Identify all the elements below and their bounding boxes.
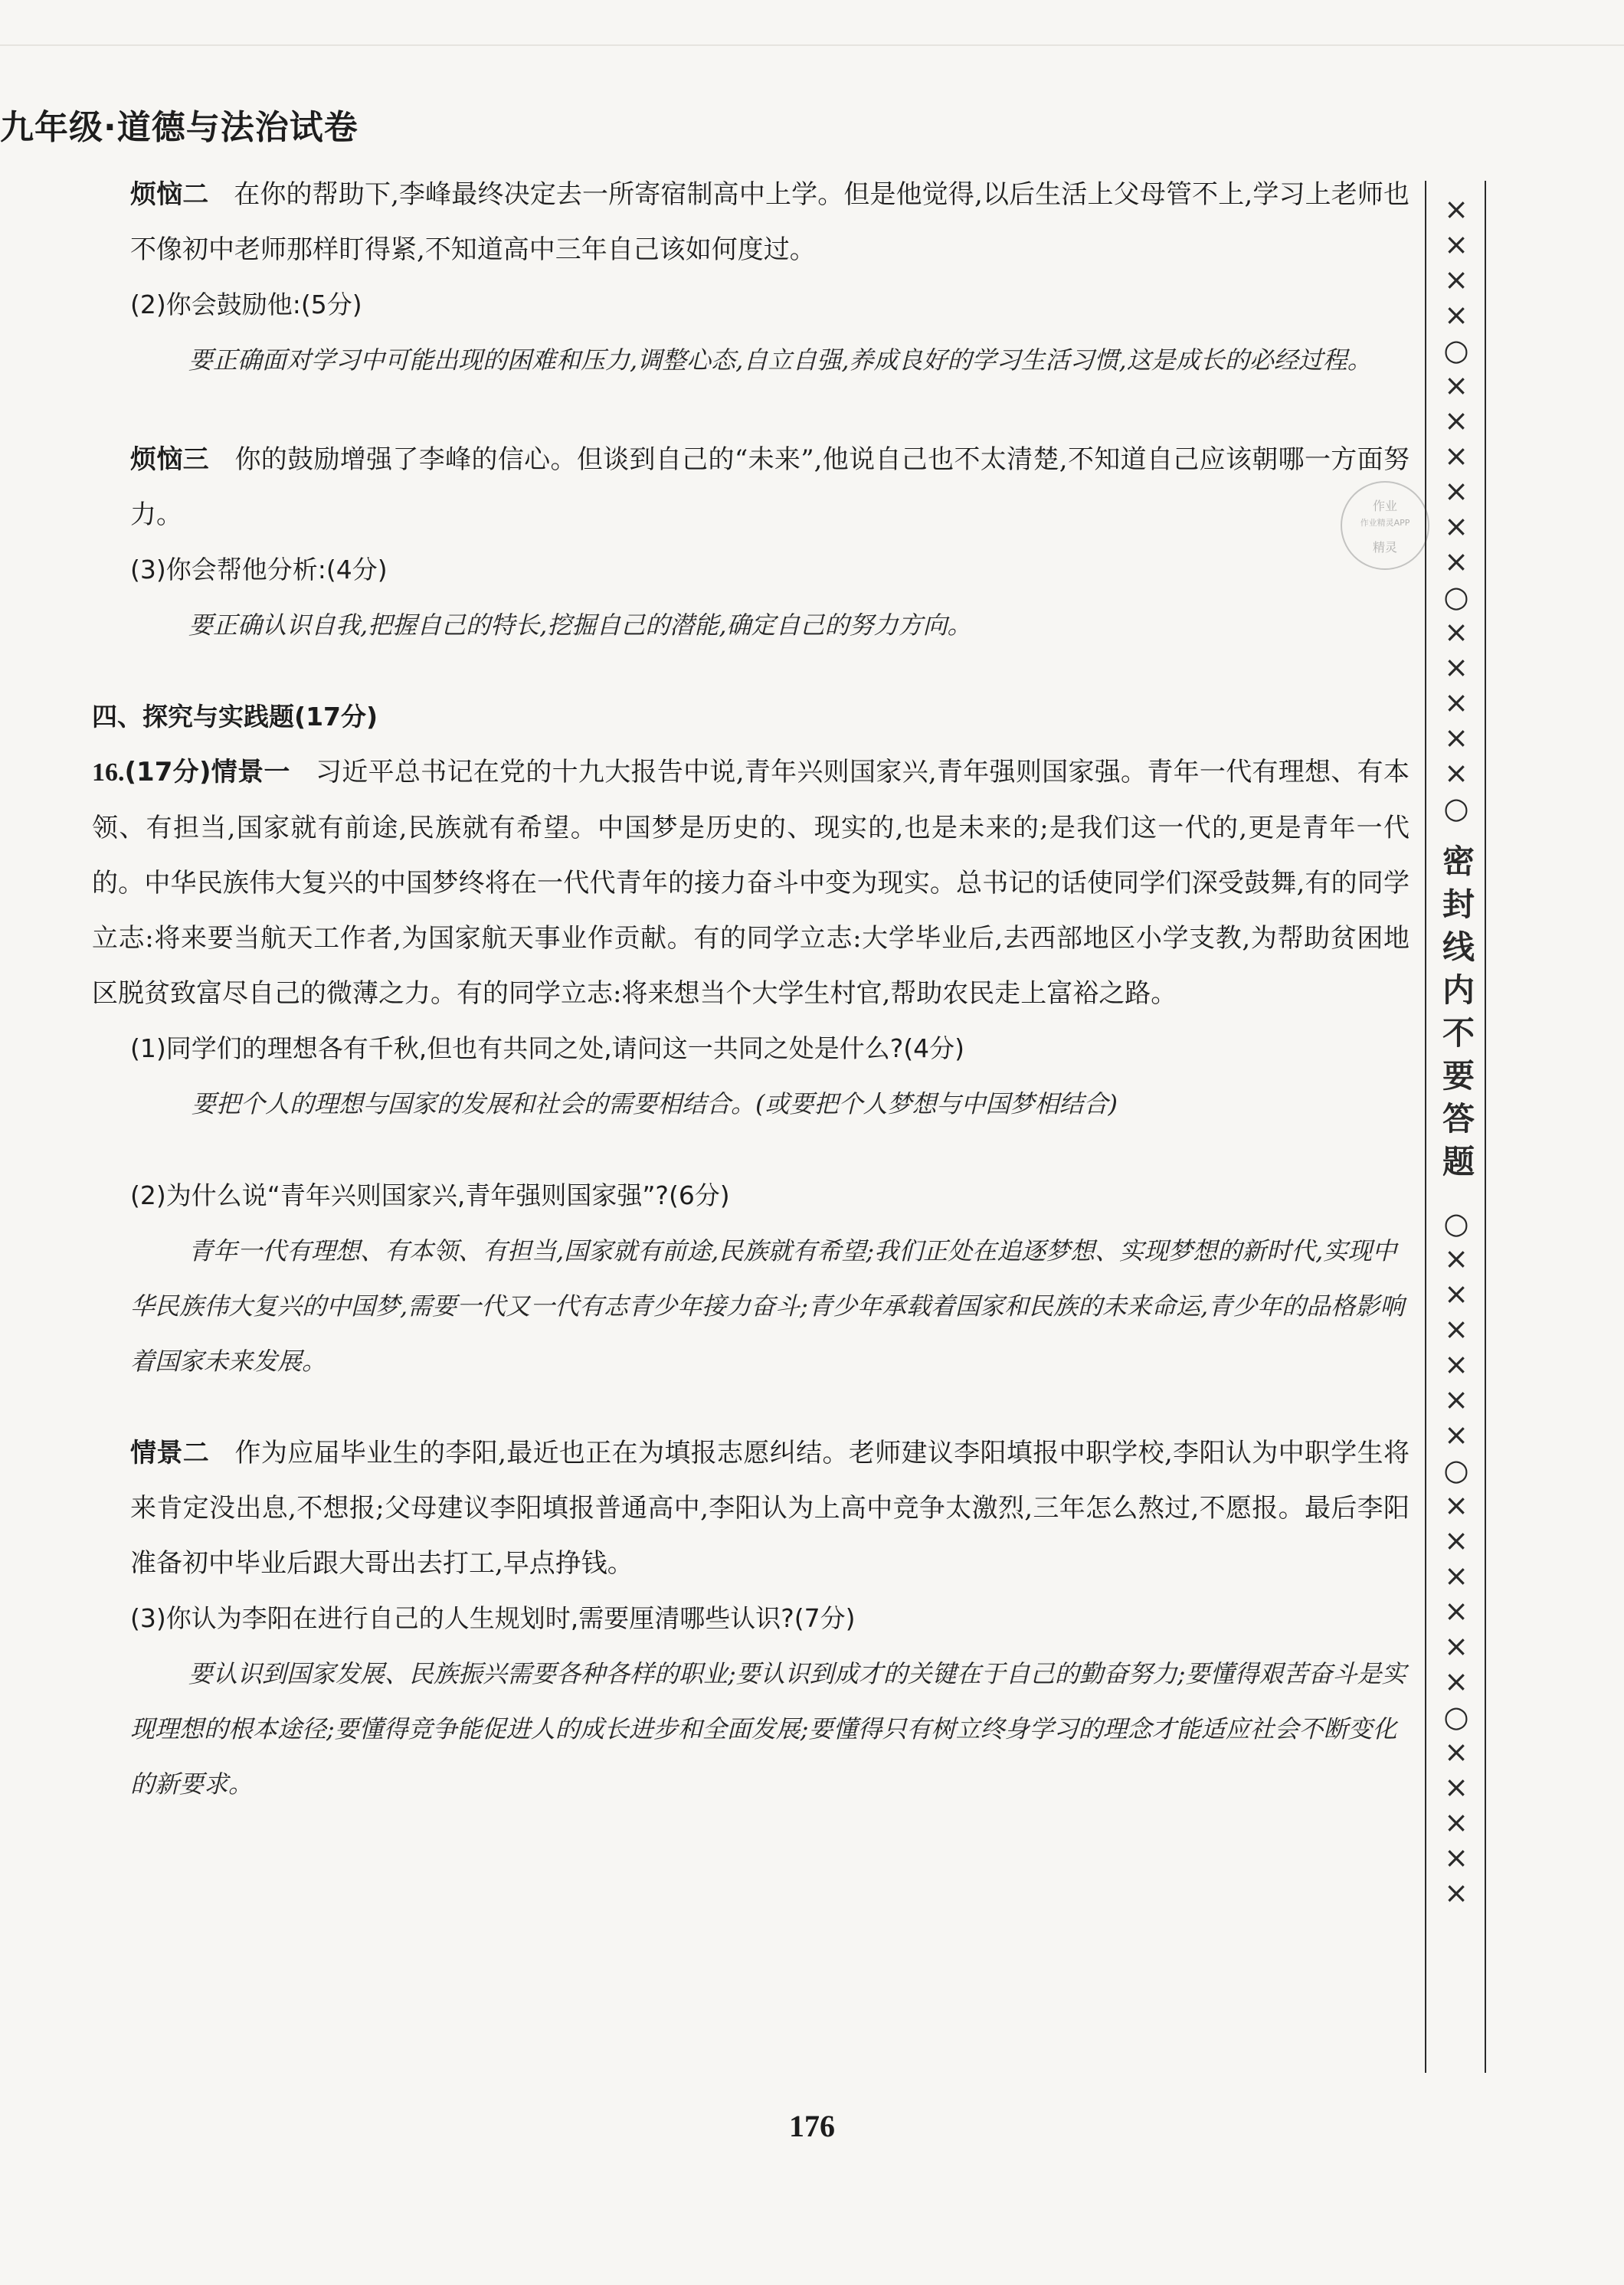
sub-question-3: (3)你认为李阳在进行自己的人生规划时,需要厘清哪些认识?(7分) — [130, 1603, 856, 1633]
seal-cross-icon: × — [1444, 439, 1468, 473]
seal-cross-icon: × — [1444, 1770, 1468, 1804]
seal-cross-icon: × — [1444, 263, 1468, 296]
page-top-rule — [0, 44, 1624, 46]
scene-2-text: 作为应届毕业生的李阳,最近也正在为填报志愿纠结。老师建议李阳填报中职学校,李阳认为中职学生将来肯定没出息,不想报;父母建议李阳填报普通高中,李阳认为上高中竞争太激烈,三年怎么熬过,不愿报。最后李阳准备初中毕业后跟大哥出去打工,早点挣钱。 — [130, 1438, 1410, 1579]
seal-cross-icon: × — [1444, 1665, 1468, 1698]
page-number: 176 — [789, 2109, 835, 2143]
seal-cross-icon: × — [1444, 404, 1468, 437]
sub-answer-3[interactable]: 要认识到国家发展、民族振兴需要各种各样的职业;要认识到成才的关键在于自己的勤奋努力;要懂得艰苦奋斗是实现理想的根本途径;要懂得竞争能促进人的成长进步和全面发展;要懂得只有树立终身学习的理念才能适应社会不断变化的新要求。 — [130, 1659, 1406, 1799]
trouble-2-question: (2)你会鼓励他:(5分) — [130, 290, 362, 319]
seal-cross-icon: × — [1444, 1242, 1468, 1275]
section-4-title: 四、探究与实践题(17分) — [92, 702, 378, 732]
seal-cross-icon: × — [1444, 1841, 1468, 1874]
seal-cross-icon: × — [1444, 615, 1468, 649]
seal-circle-icon: ○ — [1443, 1700, 1469, 1733]
seal-margin — [1431, 192, 1482, 1910]
seal-cross-icon: × — [1444, 368, 1468, 402]
trouble-2 — [92, 167, 1410, 388]
seal-cross-icon: × — [1444, 1418, 1468, 1452]
seal-circle-icon: ○ — [1443, 1453, 1469, 1487]
seal-cross-icon: × — [1444, 1277, 1468, 1311]
trouble-3-text: 你的鼓励增强了李峰的信心。但谈到自己的“未来”,他说自己也不太清楚,不知道自己应该朝哪一方面努力。 — [130, 444, 1410, 530]
trouble-2-text: 在你的帮助下,李峰最终决定去一所寄宿制高中上学。但是他觉得,以后生活上父母管不上,学习上老师也不像初中老师那样盯得紧,不知道高中三年自己该如何度过。 — [130, 179, 1410, 265]
page-title: 九年级·道德与法治试卷 — [0, 108, 359, 147]
seal-cross-icon: × — [1444, 1559, 1468, 1593]
seal-cross-icon: × — [1444, 756, 1468, 790]
trouble-3-answer[interactable]: 要正确认识自我,把握自己的特长,挖掘自己的潜能,确定自己的努力方向。 — [188, 611, 972, 640]
scene-1-label: 情景一 — [211, 757, 290, 787]
trouble-2-answer[interactable]: 要正确面对学习中可能出现的困难和压力,调整心态,自立自强,养成良好的学习生活习惯,这是成长的必经过程。 — [188, 345, 1372, 375]
seal-cross-icon: × — [1444, 1488, 1468, 1522]
watermark-stamp-icon: 作业 作业精灵APP 精灵 — [1341, 481, 1429, 570]
sub-answer-2[interactable]: 青年一代有理想、有本领、有担当,国家就有前途,民族就有希望;我们正处在追逐梦想、实现梦想的新时代,实现中华民族伟大复兴的中国梦,需要一代又一代有志青少年接力奋斗;青少年承载着国家和民族的未来命运,青少年的品格影响着国家未来发展。 — [130, 1236, 1405, 1376]
seal-cross-icon: × — [1444, 474, 1468, 508]
seal-cross-icon: × — [1444, 721, 1468, 755]
seal-cross-icon: × — [1444, 192, 1468, 226]
seal-cross-icon: × — [1444, 298, 1468, 332]
sub-question-2: (2)为什么说“青年兴则国家兴,青年强则国家强”?(6分) — [130, 1180, 730, 1210]
seal-cross-icon: × — [1444, 545, 1468, 578]
seal-cross-icon: × — [1444, 1629, 1468, 1663]
sub-question-1: (1)同学们的理想各有千秋,但也有共同之处,请问这一共同之处是什么?(4分) — [130, 1033, 964, 1063]
seal-cross-icon: × — [1444, 509, 1468, 543]
seal-notice: 密封线内不要答题 — [1438, 844, 1475, 1187]
question-points: (17分) — [124, 757, 211, 787]
seal-marks-bottom — [1431, 1206, 1482, 1910]
seal-cross-icon: × — [1444, 1594, 1468, 1628]
seal-circle-icon: ○ — [1443, 1206, 1469, 1240]
seal-circle-icon: ○ — [1443, 333, 1469, 367]
sub-answer-1[interactable]: 要把个人的理想与国家的发展和社会的需要相结合。(或要把个人梦想与中国梦相结合) — [192, 1089, 1118, 1118]
trouble-3-question: (3)你会帮他分析:(4分) — [130, 555, 388, 584]
binding-line-left — [1425, 181, 1426, 2073]
seal-circle-icon: ○ — [1443, 580, 1469, 614]
seal-cross-icon: × — [1444, 228, 1468, 261]
trouble-3 — [92, 432, 1410, 653]
scene-1-text: 习近平总书记在党的十九大报告中说,青年兴则国家兴,青年强则国家强。青年一代有理想、有本领、有担当,国家就有前途,民族就有希望。中国梦是历史的、现实的,也是未来的;是我们这一代的,更是青年一代的。中华民族伟大复兴的中国梦终将在一代代青年的接力奋斗中变为现实。总书记的话使同学们深受鼓舞,有的同学立志:将来要当航天工作者,为国家航天事业作贡献。有的同学立志:大学毕业后,去西部地区小学支教,为帮助贫困地区脱贫致富尽自己的微薄之力。有的同学立志:将来想当个大学生村官,帮助农民走上富裕之路。 — [92, 757, 1410, 1009]
seal-cross-icon: × — [1444, 650, 1468, 684]
trouble-2-label: 烦恼二 — [130, 179, 209, 210]
seal-cross-icon: × — [1444, 1524, 1468, 1557]
seal-cross-icon: × — [1444, 1805, 1468, 1839]
seal-circle-icon: ○ — [1443, 791, 1469, 825]
scene-2-label: 情景二 — [130, 1438, 210, 1468]
seal-cross-icon: × — [1444, 1383, 1468, 1416]
question-16 — [92, 745, 1410, 1812]
seal-marks-top — [1431, 192, 1482, 826]
seal-cross-icon: × — [1444, 1312, 1468, 1346]
seal-cross-icon: × — [1444, 1876, 1468, 1910]
binding-line-right — [1485, 181, 1486, 2073]
seal-cross-icon: × — [1444, 1347, 1468, 1381]
question-number: 16. — [92, 758, 125, 787]
seal-cross-icon: × — [1444, 686, 1468, 719]
exam-content — [92, 167, 1410, 1812]
seal-cross-icon: × — [1444, 1735, 1468, 1769]
trouble-3-label: 烦恼三 — [130, 444, 210, 475]
